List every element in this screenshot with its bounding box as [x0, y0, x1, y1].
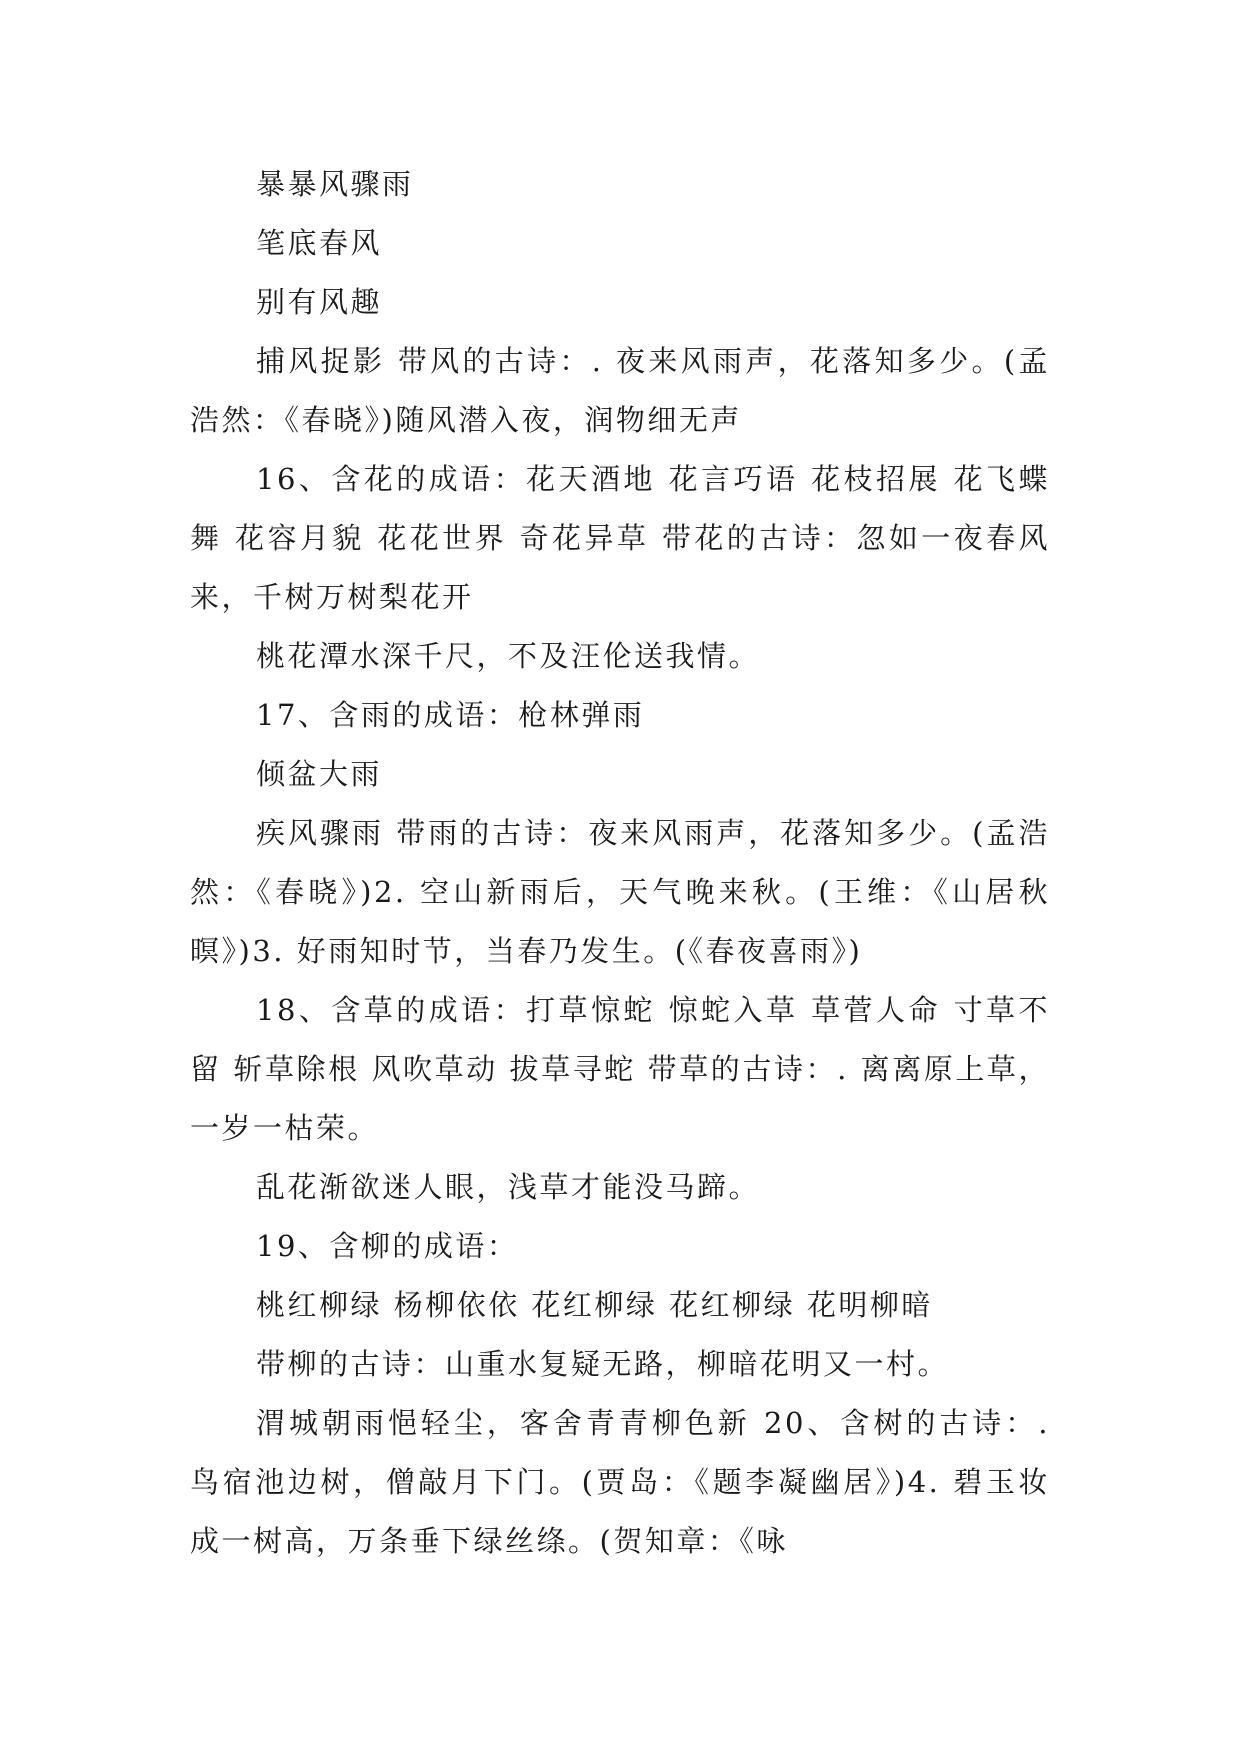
- paragraph-8: 倾盆大雨: [256, 757, 383, 791]
- paragraph-10: 18、含草的成语：打草惊蛇 惊蛇入草 草菅人命 寸草不留 斩草除根 风吹草动 拔草寻蛇 带草的古诗：. 离离原上草，一岁一枯荣。: [190, 993, 1050, 1145]
- paragraph-6: 桃花潭水深千尺，不及汪伦送我情。: [256, 639, 761, 673]
- paragraph-13: 桃红柳绿 杨柳依依 花红柳绿 花红柳绿 花明柳暗: [256, 1288, 933, 1322]
- paragraph-1: 暴暴风骤雨: [256, 167, 414, 201]
- paragraph-3: 别有风趣: [256, 285, 383, 319]
- paragraph-9: 疾风骤雨 带雨的古诗：夜来风雨声，花落知多少。(孟浩然：《春晓》)2. 空山新雨后，天气晚来秋。(王维：《山居秋暝》)3. 好雨知时节，当春乃发生。(《春夜喜雨》): [190, 816, 1050, 968]
- document-page: [190, 155, 1050, 1571]
- paragraph-2: 笔底春风: [256, 226, 383, 260]
- paragraph-4: 捕风捉影 带风的古诗：. 夜来风雨声，花落知多少。(孟浩然：《春晓》)随风潜入夜，润物细无声: [190, 344, 1050, 437]
- paragraph-11: 乱花渐欲迷人眼，浅草才能没马蹄。: [256, 1170, 761, 1204]
- paragraph-15: 渭城朝雨悒轻尘，客舍青青柳色新 20、含树的古诗：. 鸟宿池边树，僧敲月下门。(贾岛：《题李凝幽居》)4. 碧玉妆成一树高，万条垂下绿丝绦。(贺知章：《咏: [190, 1406, 1050, 1558]
- paragraph-7: 17、含雨的成语：枪林弹雨: [256, 698, 645, 732]
- paragraph-14: 带柳的古诗：山重水复疑无路，柳暗花明又一村。: [256, 1347, 950, 1381]
- paragraph-5: 16、含花的成语：花天酒地 花言巧语 花枝招展 花飞蝶舞 花容月貌 花花世界 奇花异草 带花的古诗：忽如一夜春风来，千树万树梨花开: [190, 462, 1050, 614]
- paragraph-12: 19、含柳的成语：: [256, 1229, 519, 1263]
